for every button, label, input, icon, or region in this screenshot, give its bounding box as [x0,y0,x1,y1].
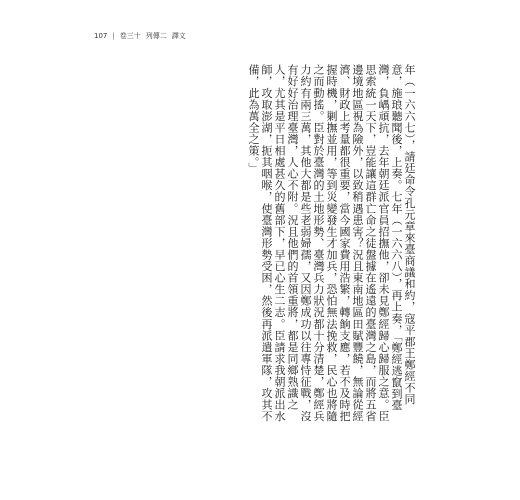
subsection-label: 譯文 [171,32,186,40]
vertical-body-text [102,64,416,427]
header-separator: | [112,32,115,40]
running-header [94,28,186,44]
page-number: 107 [94,32,108,40]
body-paragraph: 年（一六六七），請廷命令孔元章來臺商議和約，寇平郡王鄭經不同意，施琅聽聞後，上奏。七年（一六六八），再上奏，「鄭經逃竄到臺灣，負嵎頑抗，去年朝廷派官員招撫他，卻未見鄭經歸心歸服之意。臣思索統一天下，豈能讓這群亡命之徒盤據在遙遠的臺灣之島，而將五省邊境地區視為險外，以致稍遇患害？況且東南地區田賦豐饒，無論從經濟、財政上考量都很重要，當今國家費用浩繁，轉餉支應，若不及時把握時機，剿撫並用，等到災變發生才加兵，恐怕無法挽救，民心也將隨之而動搖。臣對於臺灣的土地形勢、臺灣兵力狀況都十分清楚，鄭經兵力約有兩三萬，其他大都是些老弱婦孺，又因鄭成功以往專恃征戰，沒有好好治理臺灣，人心不附。況且他們的首領重將，都是同鄉熟識之人，尤其是平日相處甚久的舊部下，早已心生二志。臣請求我朝派出水師，攻取澎湖，扼其咽喉，使臺灣形勢受困，然後再派遣軍隊，攻其不備，此為萬全之策。」 [247,64,416,423]
section-label: 列傳二 [145,32,167,40]
volume-label: 卷三十 [119,32,141,40]
